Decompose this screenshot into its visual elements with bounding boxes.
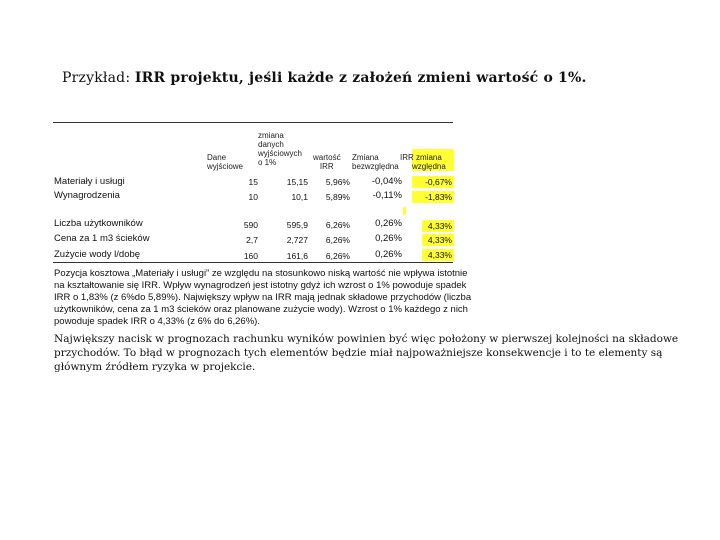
row-rel: 4,33%	[422, 249, 454, 261]
row-label: Liczba użytkowników	[54, 218, 143, 229]
paragraph-line: na kształtowanie się IRR. Wpływ wynagrodzeń jest istotny gdyż ich wzrost o 1% powoduje spadek	[54, 280, 467, 291]
row-label: Materiały i usługi	[54, 176, 125, 187]
row-abs: 0,26%	[375, 249, 402, 260]
row-abs: -0,04%	[371, 176, 402, 187]
row-abs: -0,11%	[372, 190, 402, 201]
paragraph-line: użytkowników, cena za 1 m3 ścieków oraz planowane zużycie wody). Wzrost o 1% każdego z nich	[54, 304, 468, 315]
row-irr: 6,26%	[325, 235, 350, 245]
analysis-paragraph	[54, 268, 471, 328]
row-dane: 15	[248, 177, 258, 187]
paragraph-line: Pozycja kosztowa „Materiały i usługi” ze względu na stosunkowo niską wartość nie wpływa istotnie	[54, 268, 468, 279]
row-rel: -0,67%	[412, 176, 454, 188]
row-rel: 4,33%	[422, 220, 454, 232]
row-irr: 5,96%	[325, 177, 350, 187]
paragraph-line: IRR o 1,83% (z 6%do 5,89%). Największy wpływ na IRR mają jednak składowe przychodów (liczba	[54, 292, 472, 303]
row-label: Wynagrodzenia	[54, 190, 120, 201]
row-zmiana: 10,1	[291, 192, 308, 202]
title-prefix: Przykład:	[62, 70, 135, 86]
row-irr: 6,26%	[325, 251, 350, 261]
row-irr: 6,26%	[325, 220, 350, 230]
table-bottom-rule	[53, 262, 453, 263]
header-zmiana: zmiana danych wyjściowych o 1%	[258, 131, 303, 167]
row-dane: 2,7	[246, 235, 258, 245]
row-zmiana: 161,6	[286, 251, 308, 261]
title-bold: IRR projektu, jeśli każde z założeń zmieni wartość o 1%.	[134, 70, 587, 86]
row-dane: 10	[248, 192, 258, 202]
header-irr-zmiana-wzgledna: IRR zmiana względna	[400, 153, 446, 171]
row-rel: -1,83%	[412, 191, 454, 203]
row-dane: 160	[243, 251, 258, 261]
paragraph-line: Największy nacisk w prognozach rachunku wyników powinien być więc położony w pierwszej kolejności na składowe	[54, 333, 679, 345]
row-label: Cena za 1 m3 ścieków	[54, 233, 150, 244]
row-zmiana: 2,727	[286, 235, 308, 245]
row-rel: 4,33%	[422, 234, 454, 246]
row-zmiana: 595,9	[286, 220, 308, 230]
row-abs: 0,26%	[375, 218, 402, 229]
paragraph-line: głównym źródłem ryzyka w projekcie.	[54, 361, 256, 373]
row-dane: 590	[243, 220, 258, 230]
header-wartosc-irr: wartość IRR	[313, 153, 341, 171]
header-dane: Dane wyjściowe	[207, 153, 244, 171]
row-label: Zużycie wody l/dobę	[54, 249, 141, 260]
header-zmiana-bezwzgledna: Zmiana bezwzględna	[352, 153, 399, 171]
conclusion-paragraph	[54, 332, 678, 374]
highlight-marker	[403, 207, 406, 215]
table-top-rule	[53, 122, 453, 123]
paragraph-line: powoduje spadek IRR o 4,33% (z 6% do 6,26%).	[54, 316, 260, 327]
row-irr: 5,89%	[325, 192, 350, 202]
slide-title	[62, 70, 587, 86]
row-abs: 0,26%	[375, 233, 402, 244]
paragraph-line: przychodów. To błąd w prognozach tych elementów będzie miał najpoważniejsze konsekwencje i to te elementy są	[54, 347, 663, 359]
row-zmiana: 15,15	[286, 177, 308, 187]
